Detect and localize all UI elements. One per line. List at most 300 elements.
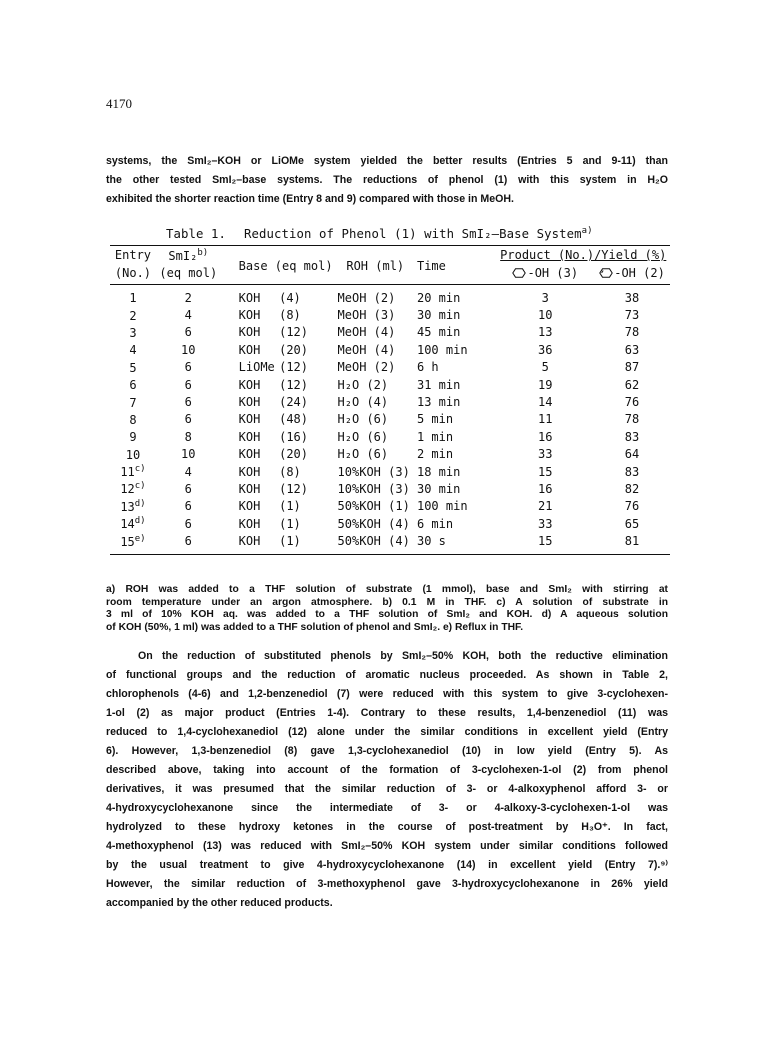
- cell-roh-value: MeOH (4): [337, 325, 396, 340]
- cell-base-eq: [279, 411, 337, 428]
- cell-entry-value: 10: [125, 447, 141, 462]
- header-product-2-label: -OH (2): [614, 266, 665, 280]
- page-number: 4170: [106, 96, 132, 111]
- cell-smi2-value: 6: [184, 412, 192, 427]
- cell-base: [221, 324, 279, 341]
- cell-yield-3: [496, 463, 594, 480]
- table-row: [110, 480, 670, 497]
- cell-base-value: KOH: [238, 412, 261, 427]
- cell-base-eq-value: (12): [279, 325, 308, 340]
- body-paragraph: [106, 647, 668, 913]
- cell-yield-3: [496, 359, 594, 376]
- cell-time-value: 30 min: [416, 481, 461, 496]
- cell-roh: [338, 359, 413, 376]
- entry-note: c): [134, 464, 146, 475]
- cell-time: [413, 359, 497, 376]
- cell-yield-3-value: 21: [538, 499, 553, 514]
- cell-time: [413, 341, 497, 358]
- cell-base: [221, 463, 279, 480]
- cell-yield-3-value: 16: [538, 429, 553, 444]
- cell-roh: [338, 285, 413, 307]
- cell-yield-3-value: 5: [541, 360, 549, 375]
- cell-base: [221, 446, 279, 463]
- cell-yield-2: [594, 285, 670, 307]
- body-line: derivatives, it was presumed that the similar reduction of 3- or 4-alkoxyphenol afford 3- or: [106, 783, 668, 795]
- cell-time-value: 13 min: [416, 395, 461, 410]
- cell-yield-3: [496, 428, 594, 445]
- cell-base-value: KOH: [238, 534, 261, 549]
- cell-base: [221, 285, 279, 307]
- cell-base-eq-value: (8): [279, 308, 301, 323]
- cell-base-value: KOH: [238, 377, 261, 392]
- cell-yield-2-value: 81: [624, 534, 640, 549]
- body-line: 6). However, 1,3-benzenediol (8) gave 1,3-cyclohexanediol (10) in low yield (Entry 5). As: [106, 745, 668, 757]
- cell-base: [221, 411, 279, 428]
- table-row: [110, 498, 670, 515]
- body-line: by the usual treatment to give 4-hydroxycyclohexanone (14) in excellent yield (Entry 7).⁹⁾: [106, 859, 668, 871]
- cell-time: [413, 532, 497, 549]
- cell-yield-2: [594, 306, 670, 323]
- table-row: [110, 446, 670, 463]
- cell-base-eq: [279, 341, 337, 358]
- cell-base-eq-value: (1): [279, 534, 301, 549]
- cell-smi2: [156, 359, 221, 376]
- cell-yield-3-value: 14: [538, 395, 553, 410]
- cell-time: [413, 463, 497, 480]
- cell-base: [221, 359, 279, 376]
- cell-base-value: KOH: [238, 308, 261, 323]
- cell-time: [413, 480, 497, 497]
- cell-time: [413, 498, 497, 515]
- table-row: [110, 324, 670, 341]
- cell-base-eq: [279, 515, 337, 532]
- cell-base-eq: [279, 324, 337, 341]
- cell-roh: [338, 306, 413, 323]
- cell-yield-2: [594, 376, 670, 393]
- cell-smi2-value: 6: [184, 395, 192, 410]
- cell-entry: [110, 306, 156, 323]
- cell-yield-2-value: 78: [624, 325, 640, 340]
- cell-base-eq: [279, 376, 337, 393]
- entry-note: d): [134, 516, 146, 527]
- cell-entry-value: 15: [120, 534, 135, 549]
- cell-yield-2: [594, 480, 670, 497]
- cell-roh: [338, 480, 413, 497]
- cell-entry: [110, 393, 156, 410]
- cell-entry-value: 11: [120, 465, 135, 480]
- cell-yield-2-value: 82: [624, 481, 640, 496]
- cell-roh: [338, 376, 413, 393]
- cell-yield-2-value: 78: [624, 412, 640, 427]
- body-line: reduced to 1,4-cyclohexanediol (12) alone under the similar conditions in excellent yield (Entry: [106, 726, 668, 738]
- cell-yield-3-value: 33: [538, 516, 553, 531]
- cell-roh: [338, 446, 413, 463]
- cell-entry: [110, 376, 156, 393]
- cell-yield-3-value: 3: [541, 290, 549, 305]
- cell-base-eq: [279, 285, 337, 307]
- table-row: [110, 306, 670, 323]
- header-product: [496, 246, 670, 267]
- cell-roh-value: 10%KOH (3): [337, 481, 410, 496]
- cell-time: [413, 376, 497, 393]
- header-base: Base (eq mol): [238, 259, 333, 273]
- cell-yield-2: [594, 446, 670, 463]
- cell-yield-3: [496, 393, 594, 410]
- cell-entry: [110, 446, 156, 463]
- entry-note: e): [134, 533, 146, 544]
- cell-base-eq: [279, 463, 337, 480]
- cell-entry-value: 6: [129, 378, 137, 393]
- cell-yield-3-value: 10: [538, 308, 553, 323]
- footnote-line: 3 ml of 10% KOH aq. was added to a THF solution of SmI₂ and KOH. d) A aqueous solution: [106, 609, 668, 620]
- cell-yield-3-value: 13: [538, 325, 553, 340]
- cell-time-value: 6 min: [416, 516, 454, 531]
- cell-base-eq: [279, 480, 337, 497]
- table-caption-note: a): [581, 226, 593, 236]
- cell-time: [413, 515, 497, 532]
- body-line: However, the similar reduction of 3-methoxyphenol gave 3-hydroxycyclohexanone in 26% yield: [106, 878, 668, 890]
- cell-yield-2-value: 63: [624, 342, 640, 357]
- cell-roh-value: H₂O (6): [337, 412, 389, 427]
- cell-base: [221, 532, 279, 549]
- cell-smi2: [156, 515, 221, 532]
- cell-yield-2: [594, 532, 670, 549]
- body-line: 4-methoxyphenol (13) was reduced with SmI₂–50% KOH system under similar conditions followed: [106, 840, 668, 852]
- cell-yield-3: [496, 341, 594, 358]
- cell-entry: [110, 428, 156, 445]
- cell-base-eq-value: (12): [279, 481, 308, 496]
- cell-smi2: [156, 428, 221, 445]
- cell-base-eq-value: (4): [279, 290, 301, 305]
- cell-roh: [338, 341, 413, 358]
- cell-time: [413, 428, 497, 445]
- cell-yield-3: [496, 285, 594, 307]
- table-caption: [166, 226, 593, 241]
- table-body: [110, 285, 670, 550]
- cell-base-eq-value: (12): [279, 360, 308, 375]
- cell-roh-value: 50%KOH (4): [337, 516, 410, 531]
- cell-smi2: [156, 341, 221, 358]
- cell-entry: [110, 341, 156, 358]
- cell-yield-3-value: 11: [538, 412, 553, 427]
- cell-time-value: 30 min: [416, 308, 461, 323]
- table-row: [110, 359, 670, 376]
- cell-base-eq-value: (20): [279, 447, 308, 462]
- cell-yield-2: [594, 498, 670, 515]
- cell-entry: [110, 359, 156, 376]
- cell-smi2-value: 6: [184, 377, 192, 392]
- cell-base-eq: [279, 498, 337, 515]
- header-entry-unit: (No.): [114, 266, 152, 280]
- header-smi2-note: b): [197, 248, 209, 258]
- cell-base-eq-value: (12): [279, 377, 308, 392]
- cell-yield-3: [496, 446, 594, 463]
- cell-yield-3-value: 16: [538, 481, 553, 496]
- cell-base: [221, 306, 279, 323]
- cell-entry-value: 3: [129, 325, 137, 340]
- cell-base: [221, 480, 279, 497]
- body-line: accompanied by the other reduced products.: [106, 897, 333, 909]
- entry-note: d): [134, 498, 146, 509]
- cell-yield-3: [496, 532, 594, 549]
- header-smi2-unit: (eq mol): [159, 266, 218, 280]
- cell-time-value: 6 h: [416, 360, 439, 375]
- body-line: 1-ol (2) as major product (Entries 1-4). Contrary to these results, 1,4-benzenediol (11) was: [106, 707, 668, 719]
- cell-roh: [338, 393, 413, 410]
- cell-roh-value: 50%KOH (4): [337, 534, 410, 549]
- body-line: described above, taking into account of the formation of 3-cyclohexen-1-ol (2) from phenol: [106, 764, 668, 776]
- cell-base-value: KOH: [238, 429, 261, 444]
- cell-yield-3-value: 33: [538, 447, 553, 462]
- cell-base-value: KOH: [238, 325, 261, 340]
- cell-roh: [338, 463, 413, 480]
- cell-base-value: KOH: [238, 516, 261, 531]
- cell-yield-3: [496, 324, 594, 341]
- cell-roh-value: H₂O (6): [337, 447, 389, 462]
- cell-yield-2-value: 87: [624, 360, 640, 375]
- cell-roh-value: MeOH (2): [337, 360, 396, 375]
- header-entry: Entry: [114, 248, 152, 262]
- cell-entry: [110, 285, 156, 307]
- cell-yield-2: [594, 324, 670, 341]
- cell-smi2: [156, 463, 221, 480]
- cell-smi2: [156, 480, 221, 497]
- footnote-line: room temperature under an argon atmosphere. b) 0.1 M in THF. c) A solution of substrate in: [106, 596, 668, 608]
- cell-entry: [110, 515, 156, 532]
- cell-entry-value: 9: [129, 430, 137, 445]
- cell-roh-value: H₂O (6): [337, 429, 389, 444]
- cell-base-eq-value: (20): [279, 342, 308, 357]
- cell-entry-value: 7: [129, 395, 137, 410]
- cell-entry-value: 1: [129, 291, 137, 306]
- cell-entry: [110, 324, 156, 341]
- cell-roh-value: MeOH (2): [337, 290, 396, 305]
- cell-yield-2: [594, 463, 670, 480]
- cell-smi2-value: 10: [181, 447, 196, 462]
- cell-time-value: 5 min: [416, 412, 454, 427]
- cell-base-eq-value: (1): [279, 499, 301, 514]
- cell-base-eq: [279, 532, 337, 549]
- cell-time: [413, 285, 497, 307]
- cell-smi2-value: 4: [184, 308, 192, 323]
- body-line: of functional groups and the reduction of aromatic nucleus proceeded. As shown in Table 2,: [106, 669, 668, 681]
- cell-base-eq: [279, 428, 337, 445]
- body-line: 4-hydroxycyclohexanone since the intermediate of 3- or 4-alkoxy-3-cyclohexen-1-ol was: [106, 802, 668, 814]
- cell-entry: [110, 480, 156, 497]
- cell-time-value: 31 min: [416, 377, 461, 392]
- cell-smi2-value: 8: [184, 429, 192, 444]
- cell-yield-2-value: 83: [624, 429, 640, 444]
- cell-base-eq-value: (24): [279, 395, 308, 410]
- cell-base: [221, 515, 279, 532]
- cell-roh: [338, 428, 413, 445]
- header-product-label: Product (No.)/Yield (%): [500, 248, 667, 262]
- cell-base-eq: [279, 306, 337, 323]
- cell-yield-2-value: 76: [624, 395, 640, 410]
- cell-time-value: 18 min: [416, 464, 461, 479]
- cell-smi2-value: 6: [184, 499, 192, 514]
- cell-base-value: KOH: [238, 447, 261, 462]
- cell-roh-value: 50%KOH (1): [337, 499, 410, 514]
- cell-smi2: [156, 393, 221, 410]
- cell-roh-value: 10%KOH (3): [337, 464, 410, 479]
- cell-base: [221, 376, 279, 393]
- cell-base-eq: [279, 446, 337, 463]
- cell-base-value: KOH: [238, 395, 261, 410]
- cell-time: [413, 411, 497, 428]
- cell-entry: [110, 411, 156, 428]
- cell-yield-3: [496, 376, 594, 393]
- cell-yield-3-value: 15: [538, 464, 553, 479]
- cell-time-value: 30 s: [416, 534, 446, 549]
- cell-yield-3: [496, 306, 594, 323]
- cell-time-value: 2 min: [416, 447, 454, 462]
- cell-yield-2: [594, 411, 670, 428]
- results-table: [110, 245, 670, 555]
- cell-yield-3: [496, 480, 594, 497]
- table-row: [110, 393, 670, 410]
- header-product-3: [496, 266, 594, 285]
- cell-base-value: KOH: [238, 342, 261, 357]
- cell-time-value: 100 min: [416, 342, 468, 357]
- header-smi2: [156, 246, 221, 267]
- cell-smi2: [156, 446, 221, 463]
- cell-yield-2-value: 38: [624, 290, 640, 305]
- cell-yield-3: [496, 411, 594, 428]
- cell-roh: [338, 498, 413, 515]
- cell-smi2: [156, 285, 221, 307]
- header-product-3-label: -OH (3): [527, 266, 579, 280]
- cell-base-eq-value: (16): [279, 429, 308, 444]
- cell-yield-3-value: 36: [538, 342, 553, 357]
- body-line: On the reduction of substituted phenols by SmI₂–50% KOH, both the reductive elimination: [138, 650, 668, 662]
- cell-smi2-value: 6: [184, 516, 192, 531]
- footnote-line: a) ROH was added to a THF solution of substrate (1 mmol), base and SmI₂ with stirring at: [106, 584, 668, 595]
- cell-yield-3: [496, 498, 594, 515]
- cell-entry-value: 8: [129, 412, 137, 427]
- cell-base-value: LiOMe: [238, 360, 275, 375]
- entry-note: c): [134, 481, 146, 492]
- intro-paragraph: [106, 152, 668, 209]
- cell-roh: [338, 532, 413, 549]
- table-row: [110, 376, 670, 393]
- cell-smi2: [156, 411, 221, 428]
- intro-line: systems, the SmI₂–KOH or LiOMe system yielded the better results (Entries 5 and 9-11) than: [106, 155, 668, 167]
- cell-smi2: [156, 306, 221, 323]
- table-row: [110, 515, 670, 532]
- cell-time: [413, 324, 497, 341]
- table-row: [110, 463, 670, 480]
- cell-roh-value: H₂O (4): [337, 395, 389, 410]
- cell-base-value: KOH: [238, 481, 261, 496]
- cell-yield-2: [594, 341, 670, 358]
- cell-base-value: KOH: [238, 499, 261, 514]
- intro-line: exhibited the shorter reaction time (Entry 8 and 9) compared with those in MeOH.: [106, 193, 514, 205]
- table-caption-text: Reduction of Phenol (1) with SmI₂–Base System: [244, 227, 582, 242]
- cell-base-eq-value: (1): [279, 516, 301, 531]
- cyclohexene-ring-icon: [512, 268, 526, 278]
- cell-base-value: KOH: [238, 464, 261, 479]
- body-line: chlorophenols (4-6) and 1,2-benzenediol (7) were reduced with this system to give 3-cyclohexen-: [106, 688, 668, 700]
- cell-entry-value: 2: [129, 308, 137, 323]
- cell-smi2: [156, 324, 221, 341]
- cell-smi2: [156, 376, 221, 393]
- cell-yield-2: [594, 393, 670, 410]
- cell-time-value: 1 min: [416, 429, 454, 444]
- table-row: [110, 532, 670, 549]
- cell-base-eq: [279, 359, 337, 376]
- cyclohexene-double-bond-ring-icon: [599, 268, 613, 278]
- intro-line: the other tested SmI₂–base systems. The reductions of phenol (1) with this system in H₂O: [106, 174, 668, 186]
- cell-yield-2: [594, 359, 670, 376]
- cell-time: [413, 306, 497, 323]
- table-row: [110, 428, 670, 445]
- cell-roh-value: MeOH (3): [337, 308, 396, 323]
- cell-roh: [338, 515, 413, 532]
- cell-smi2-value: 6: [184, 481, 192, 496]
- cell-yield-3: [496, 515, 594, 532]
- cell-entry: [110, 532, 156, 549]
- cell-time: [413, 393, 497, 410]
- cell-time-value: 100 min: [416, 499, 468, 514]
- cell-base-eq-value: (48): [279, 412, 308, 427]
- header-product-2: [594, 266, 670, 285]
- cell-yield-2-value: 73: [624, 308, 640, 323]
- cell-roh-value: H₂O (2): [337, 377, 389, 392]
- cell-smi2-value: 4: [184, 464, 192, 479]
- header-smi2-label: SmI₂: [168, 249, 198, 263]
- cell-time-value: 20 min: [416, 290, 461, 305]
- cell-yield-2-value: 65: [624, 516, 640, 531]
- cell-entry-value: 14: [120, 517, 135, 532]
- cell-entry: [110, 498, 156, 515]
- cell-base: [221, 498, 279, 515]
- table-footnotes: [106, 584, 668, 634]
- cell-yield-2-value: 64: [624, 447, 640, 462]
- cell-roh: [338, 324, 413, 341]
- header-time: Time: [416, 259, 446, 273]
- cell-yield-2-value: 83: [624, 464, 640, 479]
- table-number: Table 1.: [166, 227, 227, 242]
- table-row: [110, 285, 670, 307]
- cell-yield-2: [594, 428, 670, 445]
- cell-base-value: KOH: [238, 290, 261, 305]
- cell-yield-2-value: 62: [624, 377, 640, 392]
- body-line: hydrolyzed to these hydroxy ketones in the course of post-treatment by H₃O⁺. In fact,: [106, 821, 668, 833]
- cell-yield-3-value: 19: [538, 377, 553, 392]
- header-roh: ROH (ml): [346, 259, 405, 273]
- cell-base: [221, 428, 279, 445]
- cell-base-eq: [279, 393, 337, 410]
- cell-entry-value: 12: [120, 482, 135, 497]
- cell-entry-value: 13: [120, 499, 135, 514]
- cell-smi2-value: 6: [184, 325, 192, 340]
- cell-yield-3-value: 15: [538, 534, 553, 549]
- table-row: [110, 411, 670, 428]
- cell-time-value: 45 min: [416, 325, 461, 340]
- cell-roh-value: MeOH (4): [337, 342, 396, 357]
- cell-smi2-value: 6: [184, 360, 192, 375]
- cell-smi2: [156, 532, 221, 549]
- cell-base-eq-value: (8): [279, 464, 301, 479]
- cell-yield-2: [594, 515, 670, 532]
- cell-entry-value: 4: [129, 343, 137, 358]
- cell-base: [221, 393, 279, 410]
- cell-entry-value: 5: [129, 360, 137, 375]
- footnote-line: of KOH (50%, 1 ml) was added to a THF solution of phenol and SmI₂. e) Reflux in THF.: [106, 621, 524, 633]
- cell-yield-2-value: 76: [624, 499, 640, 514]
- cell-base: [221, 341, 279, 358]
